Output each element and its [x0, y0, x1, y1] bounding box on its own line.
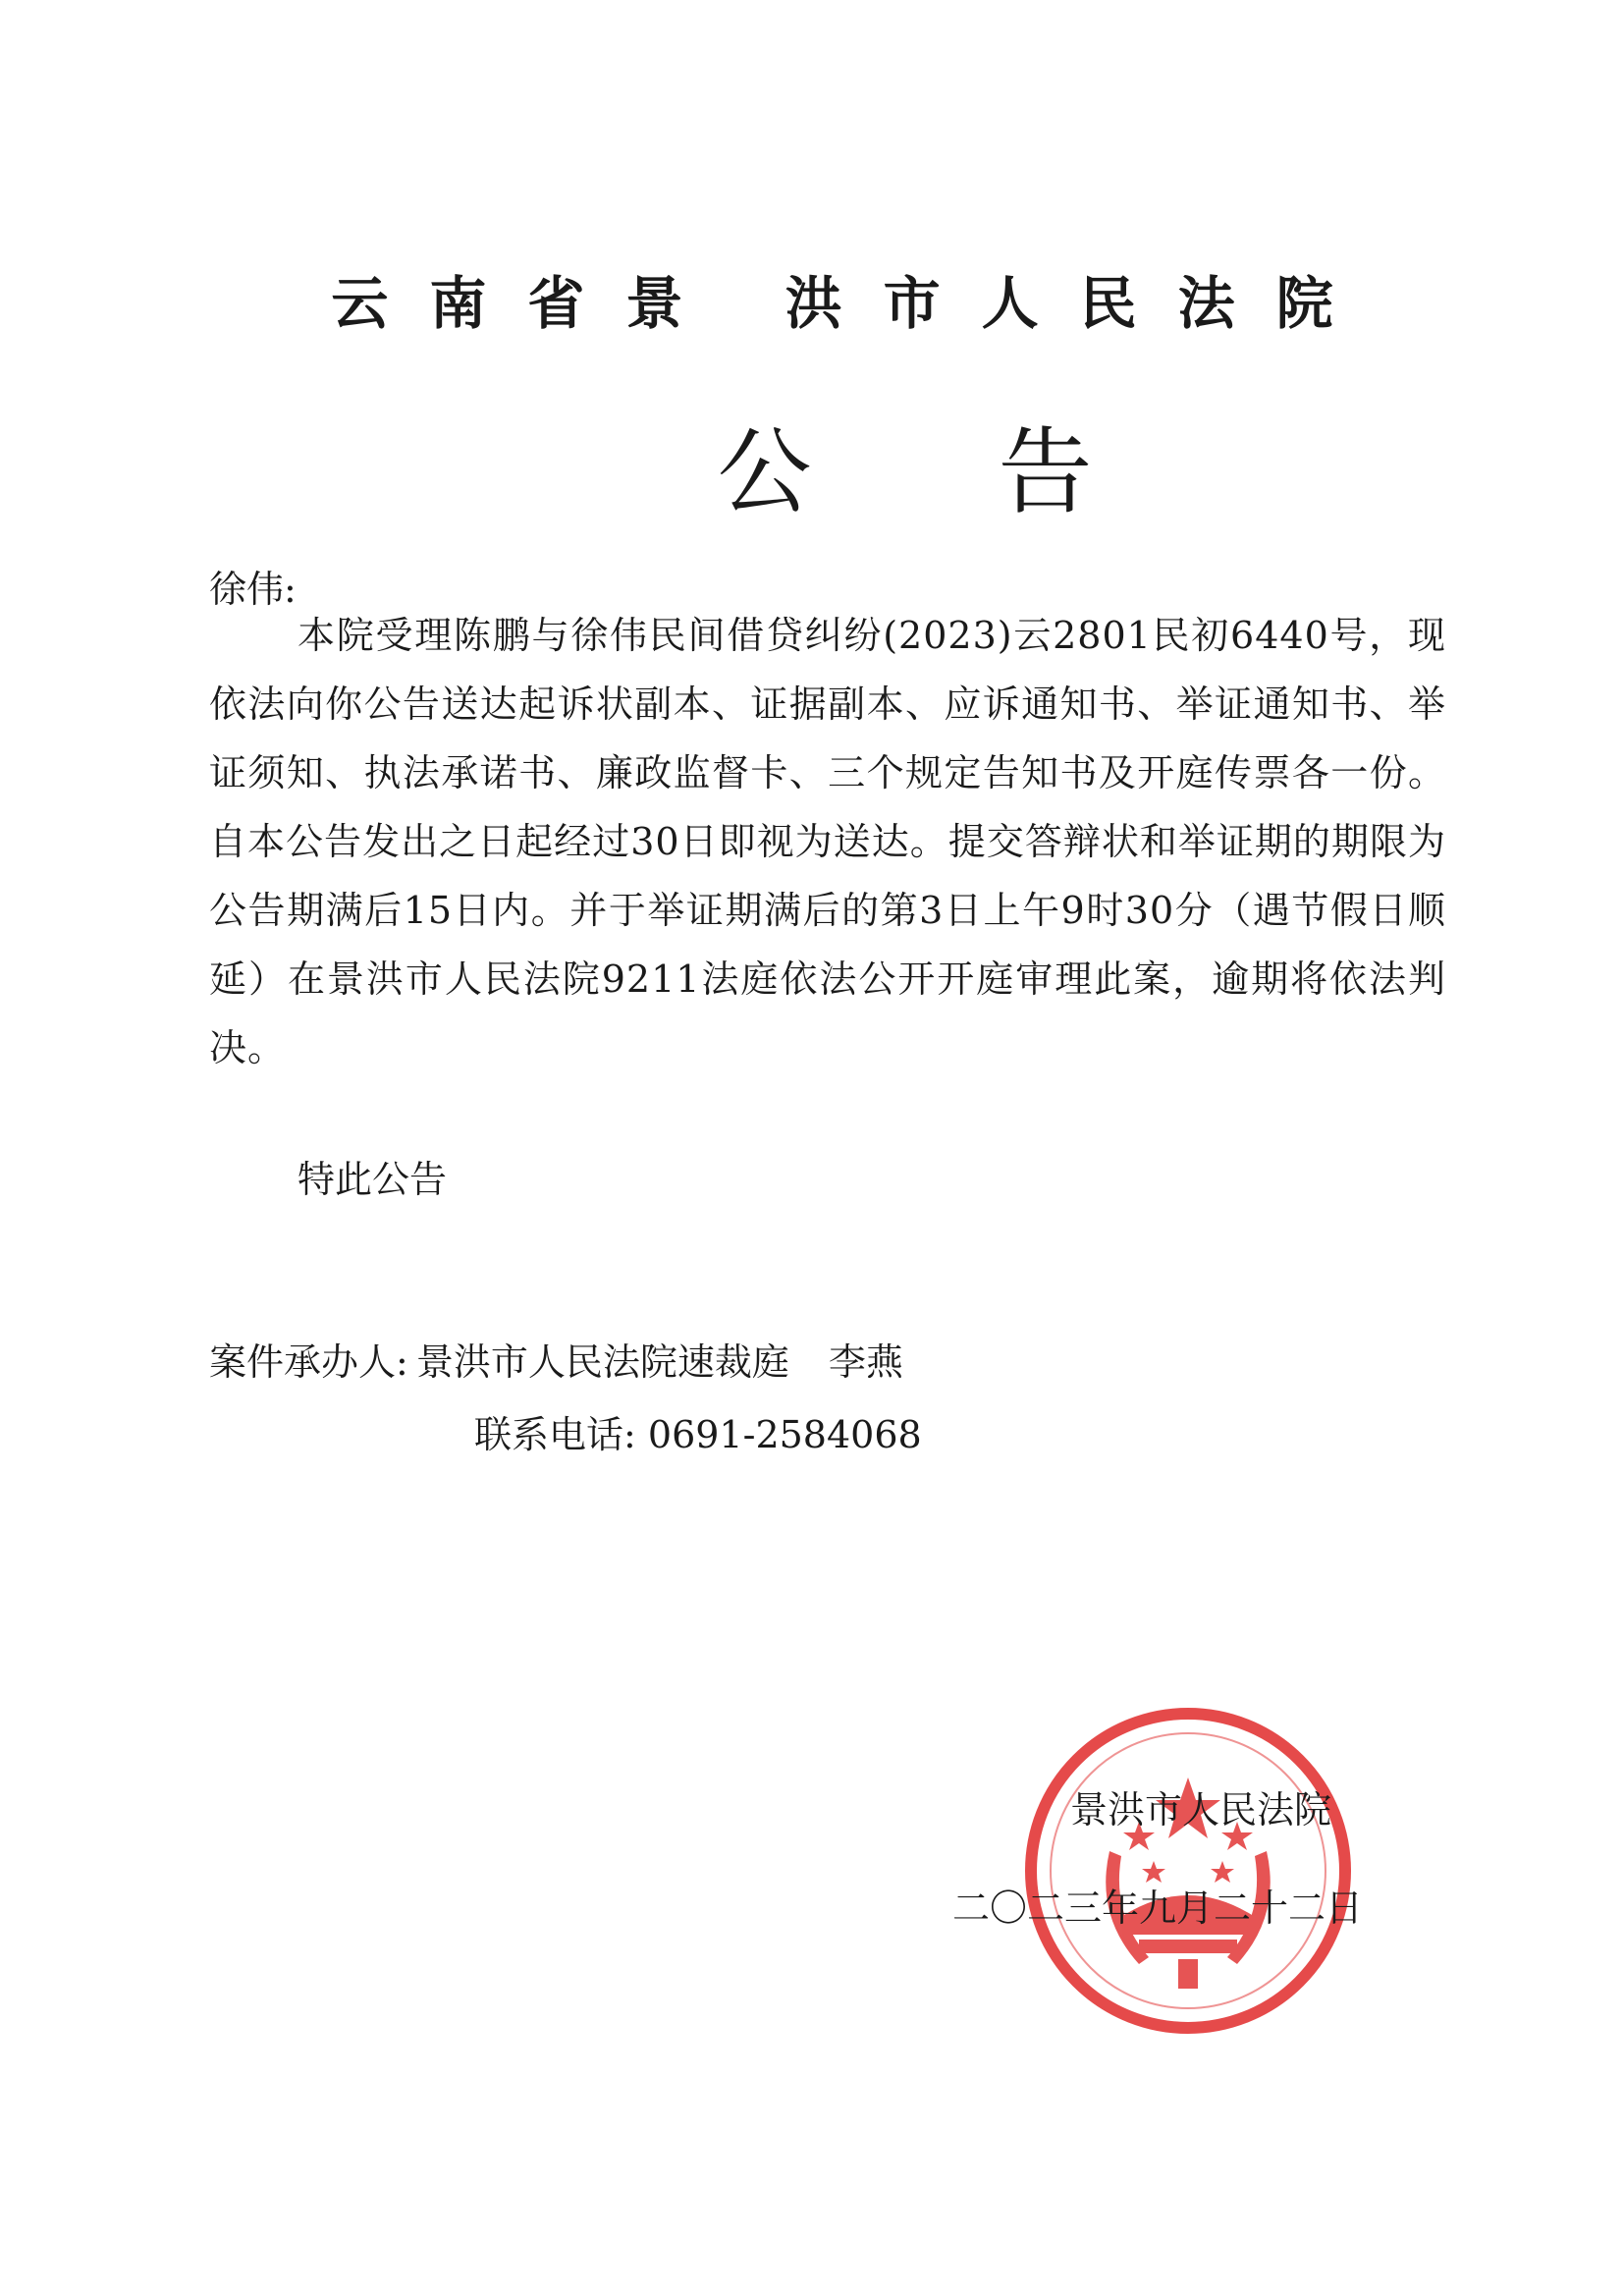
addressee: 徐伟: — [209, 568, 297, 611]
signature-organization: 景洪市人民法院 — [1070, 1788, 1332, 1831]
contact-phone: 0691-2584068 — [647, 1413, 922, 1456]
notice-body-paragraph: 本院受理陈鹏与徐伟民间借贷纠纷(2023)云2801民初6440号，现依法向你公告送达起诉状副本、证据副本、应诉通知书、举证通知书、举证须知、执法承诺书、廉政监督卡、三个规定告知书及开庭传票各一份。自本公告发出之日起经过30日即视为送达。提交答辩状和举证期的期限为公告期满后15日内。并于举证期满后的第3日上午9时30分（遇节假日顺延）在景洪市人民法院9211法庭依法公开开庭审理此案，逾期将依法判决。 — [209, 614, 1446, 1069]
signature-date: 二〇二三年九月二十二日 — [952, 1886, 1364, 1930]
case-handler-department: 景洪市人民法院速裁庭 — [415, 1340, 789, 1384]
contact-line — [474, 1404, 922, 1458]
court-seal — [1021, 1704, 1355, 2038]
case-handler-line — [209, 1332, 903, 1386]
case-handler-label: 案件承办人: — [209, 1340, 408, 1384]
notice-title: 公告 — [717, 417, 1279, 527]
contact-label: 联系电话: — [474, 1413, 636, 1456]
case-handler-name: 李燕 — [828, 1340, 903, 1384]
closing-line: 特此公告 — [298, 1158, 448, 1201]
court-name-heading: 云南省景 洪市人民法院 — [331, 270, 1375, 337]
